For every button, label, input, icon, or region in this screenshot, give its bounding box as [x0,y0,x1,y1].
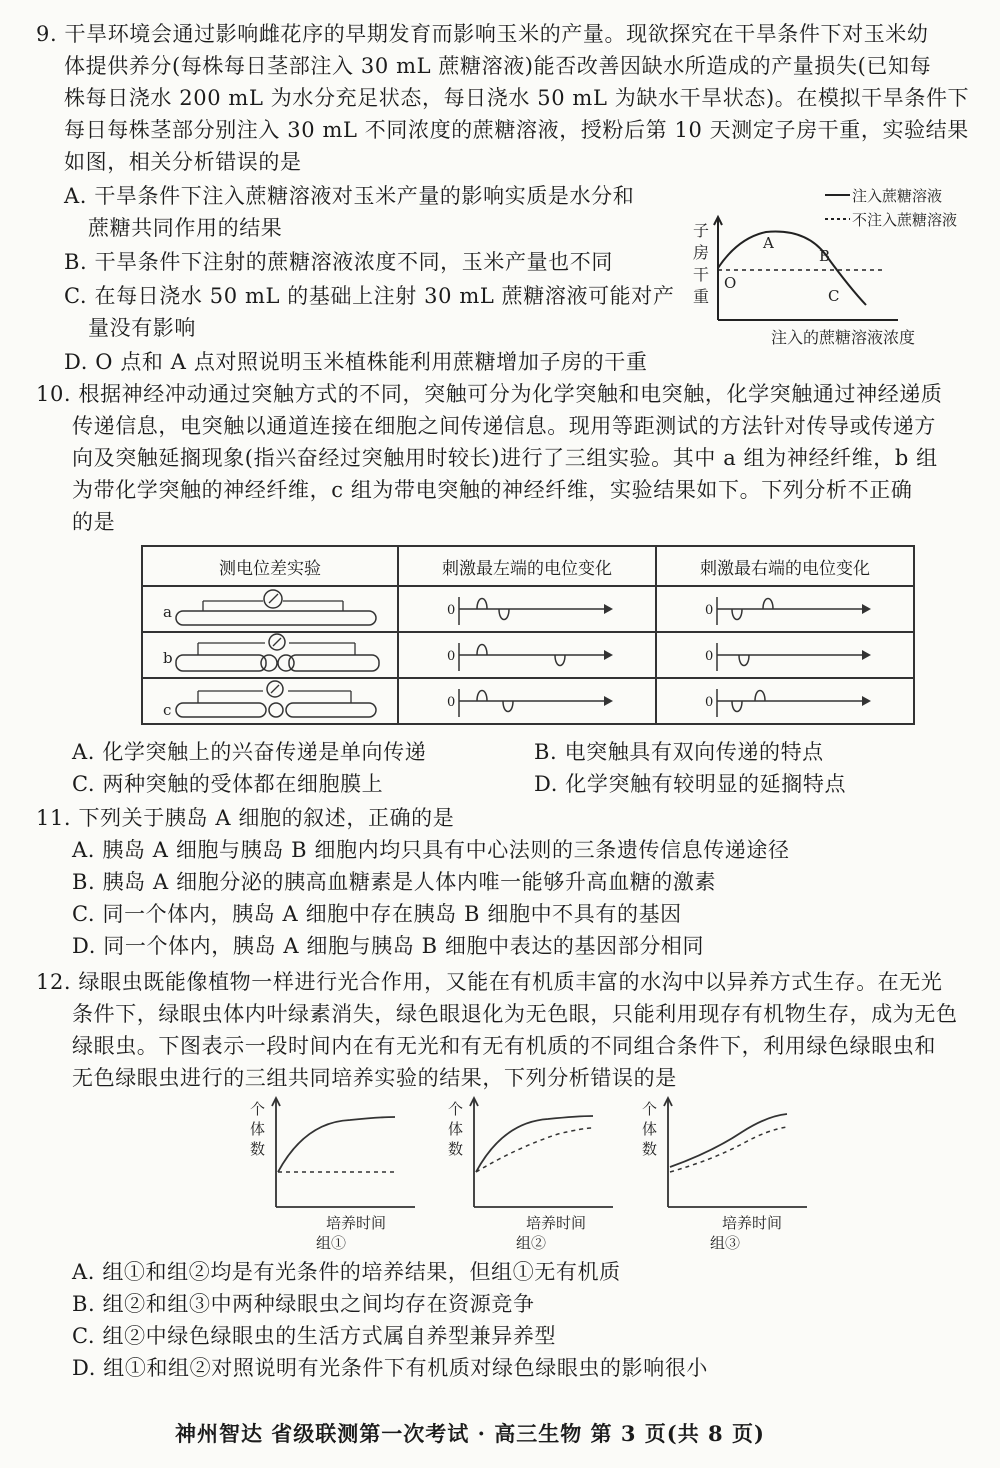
q10-left-b [399,633,655,677]
q10-option-a[interactable]: A. 化学突触上的兴奋传递是单向传递 [72,740,427,764]
q12-option-a[interactable]: A. 组①和组②均是有光条件的培养结果，但组①无有机质 [72,1260,621,1284]
q9-option-a[interactable]: A. 干旱条件下注入蔗糖溶液对玉米产量的影响实质是水分和 [64,184,635,208]
q10-option-b[interactable]: B. 电突触具有双向传递的特点 [534,740,824,764]
q10-header-setup: 测电位差实验 [142,546,398,586]
q10-line-5: 的是 [72,510,116,534]
svg-text:b: b [163,649,173,667]
q10-right-b [657,633,913,677]
svg-text:培养时间: 培养时间 [526,1214,587,1232]
q12-line-1: 12. 绿眼虫既能像植物一样进行光合作用，又能在有机质丰富的水沟中以异养方式生存。在无光 [36,970,943,994]
q9-sucrose-graph [688,180,988,350]
q10-left-c [399,679,655,723]
q9-legend-dashed: 不注入蔗糖溶液 [852,211,958,229]
q9-line-3: 株每日浇水 200 mL 为水分充足状态，每日浇水 50 mL 为缺水干旱状态)。在模拟干旱条件下 [64,86,970,110]
q9-point-b: B [819,247,831,265]
svg-text:数: 数 [642,1140,658,1158]
q10-line-1: 10. 根据神经冲动通过突触方式的不同，突触可分为化学突触和电突触，化学突触通过神经递质 [36,382,943,406]
svg-text:a: a [163,603,172,621]
table-row [142,586,914,632]
q10-setup-c [143,679,397,723]
q9-point-a: A [763,234,774,252]
q11-option-d[interactable]: D. 同一个体内，胰岛 A 细胞与胰岛 B 细胞中表达的基因部分相同 [72,934,705,958]
svg-text:0: 0 [447,649,456,664]
q9-line-1: 9. 干旱环境会通过影响雌花序的早期发育而影响玉米的产量。现欲探究在干旱条件下对玉米幼 [36,22,929,46]
q12-graph-group-3 [632,1092,812,1252]
q9-solid-curve [718,232,866,305]
q10-setup-a [143,587,397,631]
q12-line-3: 绿眼虫。下图表示一段时间内在有无光和有无有机质的不同组合条件下，利用绿色绿眼虫和 [72,1034,936,1058]
q10-right-a [657,587,913,631]
q9-option-c-cont: 量没有影响 [88,316,196,340]
q10-line-4: 为带化学突触的神经纤维，c 组为带电突触的神经纤维，实验结果如下。下列分析不正确 [72,478,913,502]
q10-option-c[interactable]: C. 两种突触的受体都在细胞膜上 [72,772,384,796]
q9-ylabel-1: 子 [693,221,710,240]
q12-option-c[interactable]: C. 组②中绿色绿眼虫的生活方式属自养型兼异养型 [72,1324,557,1348]
svg-text:体: 体 [250,1120,266,1138]
svg-text:体: 体 [642,1120,658,1138]
q11-option-b[interactable]: B. 胰岛 A 细胞分泌的胰高血糖素是人体内唯一能够升高血糖的激素 [72,870,717,894]
q9-point-c: C [828,287,840,305]
q9-line-4: 每日每株茎部分别注入 30 mL 不同浓度的蔗糖溶液，授粉后第 10 天测定子房干重，实验结果 [64,118,969,142]
q12-line-4: 无色绿眼虫进行的三组共同培养实验的结果，下列分析错误的是 [72,1066,677,1090]
svg-text:数: 数 [250,1140,266,1158]
svg-text:培养时间: 培养时间 [326,1214,387,1232]
svg-text:体: 体 [448,1120,464,1138]
q12-option-d[interactable]: D. 组①和组②对照说明有光条件下有机质对绿色绿眼虫的影响很小 [72,1356,709,1380]
q12-graph-group-1 [240,1092,420,1252]
page-footer: 神州智达 省级联测第一次考试 · 高三生物 第 3 页(共 8 页) [175,1421,765,1446]
q10-setup-b [143,633,397,677]
q9-option-c[interactable]: C. 在每日浇水 50 mL 的基础上注射 30 mL 蔗糖溶液可能对产 [64,284,675,308]
q10-experiment-table [141,545,915,725]
table-row [142,632,914,678]
q9-ylabel-4: 重 [693,287,710,306]
q12-group-3-label: 组③ [710,1234,741,1252]
q9-line-5: 如图，相关分析错误的是 [64,150,302,174]
q12-graph-group-2 [438,1092,618,1252]
q12-group-2-label: 组② [516,1234,547,1252]
svg-text:0: 0 [447,695,456,710]
q10-line-2: 传递信息，电突触以通道连接在细胞之间传递信息。现用等距测试的方法针对传导或传递方 [72,414,936,438]
q9-option-d[interactable]: D. O 点和 A 点对照说明玉米植株能利用蔗糖增加子房的干重 [64,350,648,374]
q9-ylabel-3: 干 [693,265,710,284]
q9-xlabel: 注入的蔗糖溶液浓度 [771,328,916,347]
svg-text:0: 0 [705,649,714,664]
q10-line-3: 向及突触延搁现象(指兴奋经过突触用时较长)进行了三组实验。其中 a 组为神经纤维，b 组 [72,446,938,470]
svg-text:个: 个 [250,1100,266,1118]
q12-option-b[interactable]: B. 组②和组③中两种绿眼虫之间均存在资源竞争 [72,1292,535,1316]
q9-option-a-cont: 蔗糖共同作用的结果 [88,216,283,240]
svg-text:0: 0 [705,695,714,710]
q9-line-2: 体提供养分(每株每日茎部注入 30 mL 蔗糖溶液)能否改善因缺水所造成的产量损失(已知每 [64,54,932,78]
q12-group-1-label: 组① [316,1234,347,1252]
q12-line-2: 条件下，绿眼虫体内叶绿素消失，绿色眼退化为无色眼，只能利用现存有机物生存，成为无色 [72,1002,958,1026]
q11-option-a[interactable]: A. 胰岛 A 细胞与胰岛 B 细胞内均只具有中心法则的三条遗传信息传递途径 [72,838,790,862]
svg-text:个: 个 [642,1100,658,1118]
svg-text:个: 个 [448,1100,464,1118]
q10-option-d[interactable]: D. 化学突触有较明显的延搁特点 [534,772,847,796]
svg-text:数: 数 [448,1140,464,1158]
q10-header-left: 刺激最左端的电位变化 [398,546,656,586]
svg-text:c: c [163,701,172,719]
q9-legend-solid: 注入蔗糖溶液 [852,187,943,205]
q11-option-c[interactable]: C. 同一个体内，胰岛 A 细胞中存在胰岛 B 细胞中不具有的基因 [72,902,682,926]
q10-header-right: 刺激最右端的电位变化 [656,546,914,586]
table-row [142,678,914,724]
q9-ylabel-2: 房 [693,243,710,262]
q9-option-b[interactable]: B. 干旱条件下注射的蔗糖溶液浓度不同，玉米产量也不同 [64,250,613,274]
q10-left-a [399,587,655,631]
q10-right-c [657,679,913,723]
q11-line-1: 11. 下列关于胰岛 A 细胞的叙述，正确的是 [36,806,455,830]
q9-point-o: O [724,274,737,292]
svg-text:0: 0 [447,603,456,618]
svg-text:培养时间: 培养时间 [722,1214,783,1232]
svg-text:0: 0 [705,603,714,618]
